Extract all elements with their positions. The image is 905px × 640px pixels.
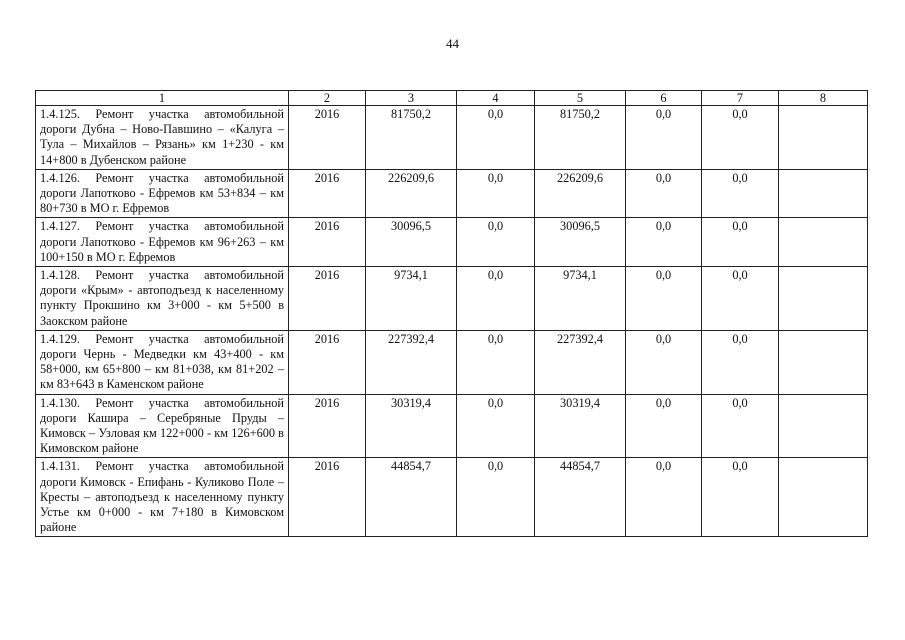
amount-cell: 44854,7: [535, 458, 626, 537]
note-cell: [779, 218, 868, 267]
amount-cell: 0,0: [702, 218, 779, 267]
table-row: [36, 267, 868, 331]
amount-cell: 0,0: [702, 267, 779, 331]
amount-cell: 227392,4: [535, 330, 626, 394]
row-description: 1.4.128. Ремонт участка автомобильной дороги «Крым» - автоподъезд к населенному пункту Прокшино км 3+000 - км 5+500 в Заокском районе: [36, 267, 289, 331]
amount-cell: 0,0: [457, 106, 535, 170]
table-row: [36, 169, 868, 218]
year-cell: 2016: [289, 267, 366, 331]
table-row: [36, 106, 868, 170]
year-cell: 2016: [289, 458, 366, 537]
year-cell: 2016: [289, 330, 366, 394]
amount-cell: 30319,4: [366, 394, 457, 458]
year-cell: 2016: [289, 106, 366, 170]
amount-cell: 227392,4: [366, 330, 457, 394]
amount-cell: 0,0: [626, 394, 702, 458]
amount-cell: 9734,1: [366, 267, 457, 331]
amount-cell: 30096,5: [366, 218, 457, 267]
note-cell: [779, 394, 868, 458]
note-cell: [779, 106, 868, 170]
row-description: 1.4.130. Ремонт участка автомобильной дороги Кашира – Серебряные Пруды – Кимовск – Узловая км 122+000 - км 126+600 в Кимовском районе: [36, 394, 289, 458]
amount-cell: 9734,1: [535, 267, 626, 331]
amount-cell: 44854,7: [366, 458, 457, 537]
year-cell: 2016: [289, 218, 366, 267]
column-header: 1: [36, 91, 289, 106]
row-description: 1.4.131. Ремонт участка автомобильной дороги Кимовск - Епифань - Куликово Поле – Кресты – автоподъезд к населенному пункту Устье км 0+000 - км 7+180 в Кимовском районе: [36, 458, 289, 537]
column-header: 7: [702, 91, 779, 106]
amount-cell: 81750,2: [535, 106, 626, 170]
page-number: 44: [446, 36, 459, 51]
amount-cell: 0,0: [457, 458, 535, 537]
table-header-row: [36, 91, 868, 106]
row-description: 1.4.126. Ремонт участка автомобильной дороги Лапотково - Ефремов км 53+834 – км 80+730 в МО г. Ефремов: [36, 169, 289, 218]
column-header: 8: [779, 91, 868, 106]
year-cell: 2016: [289, 394, 366, 458]
amount-cell: 0,0: [702, 106, 779, 170]
column-header: 3: [366, 91, 457, 106]
column-header: 4: [457, 91, 535, 106]
amount-cell: 0,0: [702, 169, 779, 218]
amount-cell: 0,0: [626, 218, 702, 267]
amount-cell: 0,0: [626, 169, 702, 218]
year-cell: 2016: [289, 169, 366, 218]
amount-cell: 0,0: [626, 330, 702, 394]
amount-cell: 81750,2: [366, 106, 457, 170]
amount-cell: 0,0: [626, 267, 702, 331]
amount-cell: 0,0: [702, 330, 779, 394]
amount-cell: 0,0: [457, 330, 535, 394]
amount-cell: 0,0: [626, 106, 702, 170]
amount-cell: 0,0: [702, 458, 779, 537]
amount-cell: 0,0: [457, 169, 535, 218]
row-description: 1.4.127. Ремонт участка автомобильной дороги Лапотково - Ефремов км 96+263 – км 100+150 в МО г. Ефремов: [36, 218, 289, 267]
amount-cell: 0,0: [702, 394, 779, 458]
table-row: [36, 218, 868, 267]
column-header: 2: [289, 91, 366, 106]
table-row: [36, 394, 868, 458]
amount-cell: 226209,6: [535, 169, 626, 218]
amount-cell: 0,0: [457, 218, 535, 267]
amount-cell: 0,0: [626, 458, 702, 537]
note-cell: [779, 169, 868, 218]
note-cell: [779, 267, 868, 331]
amount-cell: 0,0: [457, 267, 535, 331]
amount-cell: 30096,5: [535, 218, 626, 267]
budget-table: [35, 90, 868, 537]
column-header: 5: [535, 91, 626, 106]
row-description: 1.4.125. Ремонт участка автомобильной дороги Дубна – Ново-Павшино – «Калуга – Тула – Михайлов – Рязань» км 1+230 - км 14+800 в Дубенском районе: [36, 106, 289, 170]
note-cell: [779, 330, 868, 394]
table-row: [36, 330, 868, 394]
amount-cell: 0,0: [457, 394, 535, 458]
table-body: [36, 106, 868, 537]
row-description: 1.4.129. Ремонт участка автомобильной дороги Чернь - Медведки км 43+400 - км 58+000, км 65+800 – км 81+038, км 81+202 – км 83+643 в Каменском районе: [36, 330, 289, 394]
amount-cell: 30319,4: [535, 394, 626, 458]
note-cell: [779, 458, 868, 537]
amount-cell: 226209,6: [366, 169, 457, 218]
column-header: 6: [626, 91, 702, 106]
table-row: [36, 458, 868, 537]
